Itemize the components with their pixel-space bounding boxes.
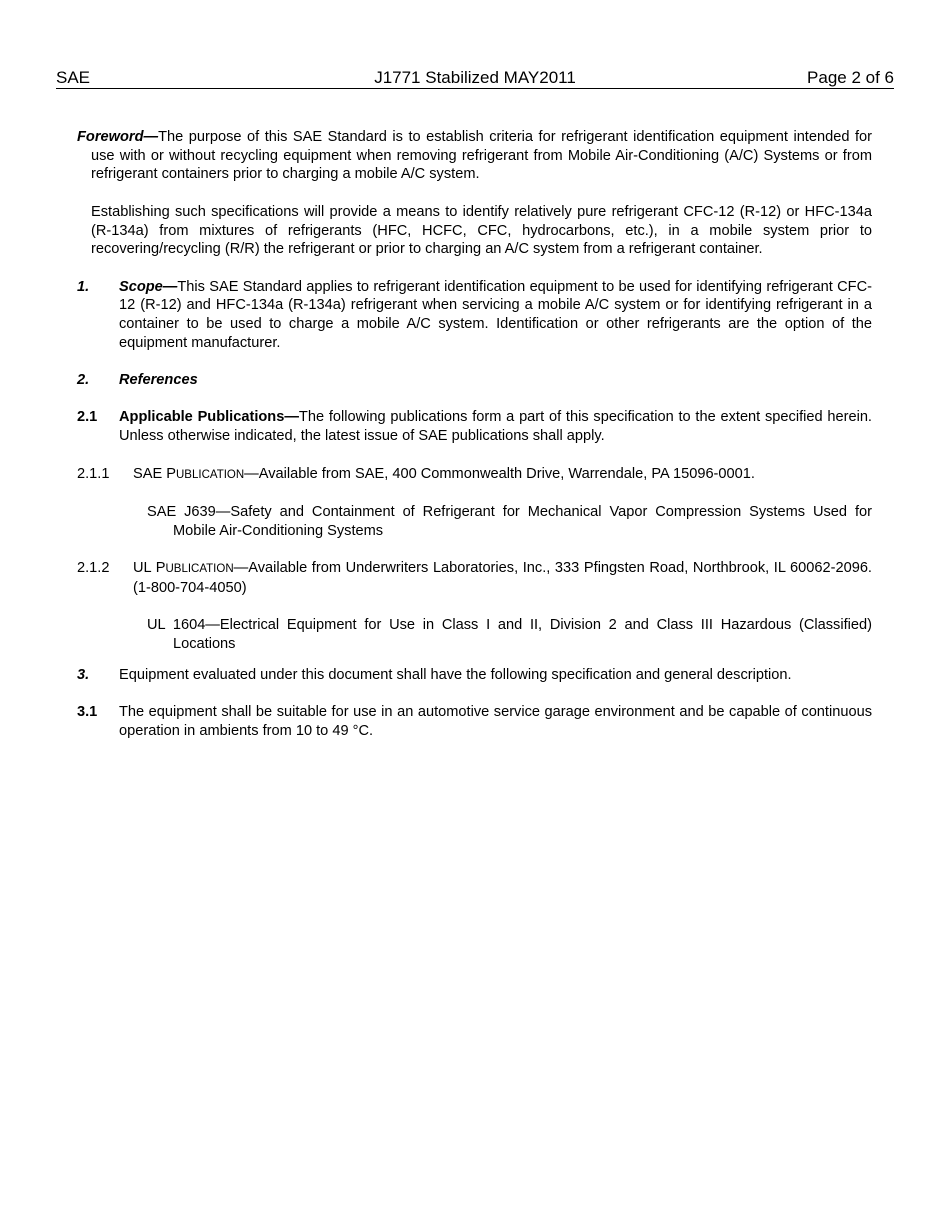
reference-ul-1604: UL 1604—Electrical Equipment for Use in Class I and II, Division 2 and Class III Hazardous (Classified) Locations — [147, 617, 872, 652]
section-1-text: This SAE Standard applies to refrigerant identification equipment to be used for identifying refrigerant CFC-12 (R-12) and HFC-134a (R-134a) refrigerant when servicing a mobile A/C system or for identifying refrigerant in a container to be used to charge a mobile A/C system. Identification or other refrigerants are the option of the equipment manufacturer. — [119, 278, 872, 351]
section-2-1-1-title-a: SAE P — [133, 465, 176, 482]
section-2-1-2-text: —Available from Underwriters Laboratories, Inc., 333 Pfingsten Road, Northbrook, IL 60062-2096. (1-800-704-4050) — [133, 560, 872, 596]
section-2-1-1 — [77, 465, 872, 485]
section-1-title: Scope— — [119, 278, 178, 295]
foreword-paragraph — [77, 128, 872, 184]
section-2-1-1-text: —Available from SAE, 400 Commonwealth Drive, Warrendale, PA 15096-0001. — [244, 465, 755, 482]
section-3-text: Equipment evaluated under this document shall have the following specification and general description. — [119, 666, 792, 683]
document-body — [77, 128, 872, 759]
section-2-1-text: The following publications form a part of this specification to the extent specified herein. Unless otherwise indicated, the latest issue of SAE publications shall apply. — [119, 409, 872, 445]
foreword-paragraph-2: Establishing such specifications will provide a means to identify relatively pure refrigerant CFC-12 (R-12) or HFC-134a (R-134a) from mixtures of refrigerants (HFC, HCFC, CFC, hydrocarbons, etc.), in a mobile system prior to recovering/recycling (R/R) the refrigerant or prior to charging an A/C system from a refrigerant container. — [91, 203, 872, 258]
section-3-1 — [77, 703, 872, 740]
section-3-number: 3. — [77, 666, 90, 683]
section-1-body — [119, 278, 872, 353]
foreword-title: Foreword— — [77, 129, 159, 145]
section-1 — [77, 278, 872, 353]
section-2-1-2 — [77, 559, 872, 597]
reference-sae-j639: SAE J639—Safety and Containment of Refrigerant for Mechanical Vapor Compression Systems Used for Mobile Air-Conditioning Systems — [147, 503, 872, 539]
section-2-1-2-title-a: UL P — [133, 560, 166, 577]
header-doc-id: J1771 Stabilized MAY2011 — [374, 68, 576, 87]
section-2-1-2-number: 2.1.2 — [77, 560, 110, 577]
section-2-number: 2. — [77, 372, 90, 389]
section-2-1-2-title-b: UBLICATION — [165, 563, 234, 576]
section-2-1 — [77, 408, 872, 445]
section-2-1-number: 2.1 — [77, 409, 98, 426]
section-2-1-title: Applicable Publications— — [119, 409, 299, 426]
section-2-1-body — [119, 408, 872, 445]
section-3-1-number: 3.1 — [77, 703, 98, 720]
header-page-number: Page 2 of 6 — [807, 68, 894, 87]
page-header — [56, 68, 894, 89]
foreword-text: The purpose of this SAE Standard is to establish criteria for refrigerant identification equipment intended for use with or without recycling equipment when removing refrigerant from Mobile Air-Conditioning (A/C) Systems or from refrigerant containers prior to charging a mobile A/C system. — [91, 129, 872, 183]
section-2-1-1-title-b: UBLICATION — [176, 468, 245, 481]
section-2-1-1-body — [133, 465, 872, 485]
section-2-1-1-number: 2.1.1 — [77, 465, 110, 482]
section-2 — [77, 371, 872, 390]
header-org: SAE — [56, 68, 91, 87]
section-3 — [77, 666, 872, 685]
section-2-1-2-body — [133, 559, 872, 597]
section-3-1-text: The equipment shall be suitable for use in an automotive service garage environment and be capable of continuous operation in ambients from 10 to 49 °C. — [119, 703, 872, 739]
section-1-number: 1. — [77, 278, 90, 295]
section-2-title: References — [119, 372, 198, 389]
